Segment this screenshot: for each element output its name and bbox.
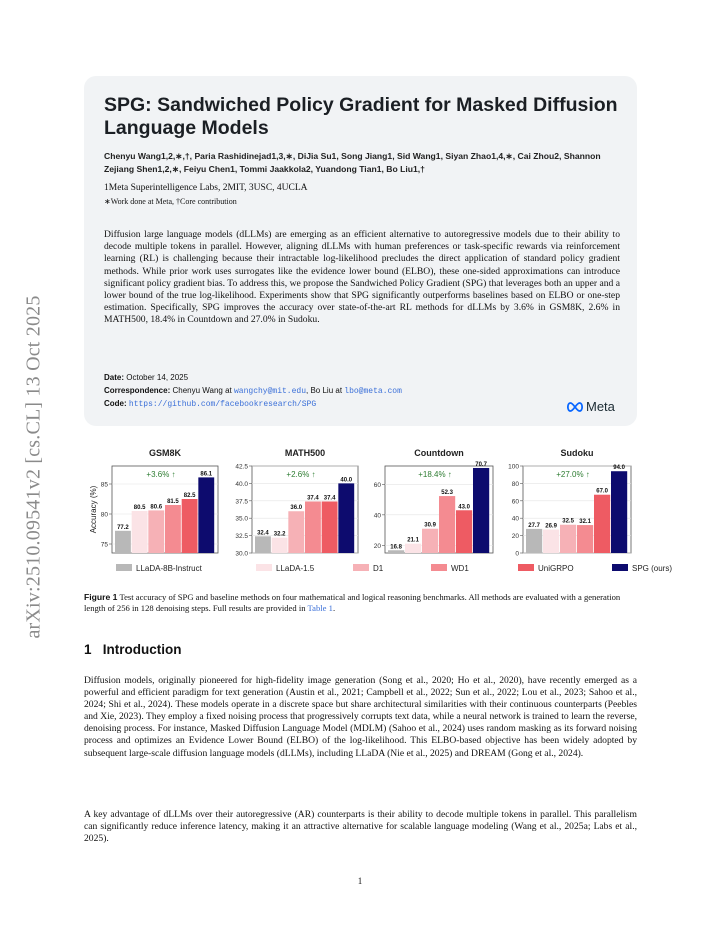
arxiv-id: arXiv:2510.09541v2 [cs.CL] 13 Oct 2025 [22,295,45,639]
section-title: Introduction [102,642,182,657]
correspondence-name: Chenyu Wang at [172,386,232,395]
countdown-ytick-label: 60 [373,481,381,489]
gsm8k-bar [115,531,131,553]
countdown-bar [388,550,404,553]
countdown-chart-title: Countdown [414,448,464,458]
math500-bar-label: 37.4 [307,495,319,502]
meta-logo [566,399,615,414]
countdown-ytick-label: 20 [373,542,381,550]
table-1-link[interactable]: Table 1 [307,603,333,613]
code-label: Code: [104,399,127,408]
countdown-bar [456,510,472,553]
math500-bar [272,538,288,553]
sudoku-bar-label: 32.1 [579,519,591,526]
gsm8k-bar [148,510,164,553]
sudoku-bar-label: 67.0 [596,488,608,495]
legend-label: LLaDA-1.5 [276,564,315,573]
math500-ytick-label: 40.0 [235,480,248,488]
countdown-improvement-annotation: +18.4% ↑ [418,470,452,479]
correspondence-mid: , Bo Liu at [306,386,343,395]
paper-title: SPG: Sandwiched Policy Gradient for Masked Diffusion Language Models [104,94,618,139]
legend-label: UniGRPO [538,564,574,573]
legend-swatch [518,564,534,571]
legend-label: WD1 [451,564,469,573]
sudoku-bar-label: 26.9 [545,523,557,530]
gsm8k-ytick-label: 75 [100,541,108,549]
legend-swatch [116,564,132,571]
gsm8k-ytick-label: 80 [100,511,108,519]
intro-paragraph-1: Diffusion models, originally pioneered for high-fidelity image generation (Song et al., 2020; Ho et al., 2020), have recently emerged as a powerful and efficient paradigm for text generation (Austin et al., 2021; Campbell et al., 2022; Sun et al., 2022; Lou et al., 2023; Sahoo et al., 2024; Shi et al., 2024). These models operate in a discrete space but share architectural similarities with their continuous counterparts (Peebles and Xie, 2023). They employ a fixed noising process that progressively corrupts text data, while a neural network is trained to learn the reverse, denoising process. For instance, Masked Diffusion Language Model (MDLM) (Sahoo et al., 2024) uses random masking as its forward noising process and optimizes an Evidence Lower Bound (ELBO) of the log-likelihood. This ELBO-based objective has been widely adopted by subsequent large-scale diffusion language models (dLLMs), including LLaDA (Nie et al., 2025) and DREAM (Gong et al., 2024). [84,675,637,759]
legend-label: D1 [373,564,384,573]
sudoku-ytick-label: 40 [511,515,519,523]
figure-1-chart [84,444,673,579]
legend-label: LLaDA-8B-Instruct [136,564,202,573]
sudoku-chart-title: Sudoku [560,448,594,458]
math500-bar-label: 32.2 [273,531,286,538]
math500-bar-label: 32.4 [257,530,269,537]
math500-ytick-label: 35.0 [235,515,248,523]
gsm8k-bar [165,505,181,553]
section-heading [84,642,182,657]
math500-chart-title: MATH500 [284,448,326,458]
date-value: October 14, 2025 [126,373,189,382]
math500-bar [288,511,304,553]
sudoku-improvement-annotation: +27.0% ↑ [556,470,590,479]
sudoku-ytick-label: 80 [511,480,519,488]
affiliation-note: ∗Work done at Meta, †Core contribution [104,197,237,206]
figure-label: Figure 1 [84,592,118,602]
sudoku-bar-label: 27.7 [528,522,540,529]
figure-caption [84,592,637,614]
sudoku-ytick-label: 60 [511,498,519,506]
math500-bar [322,501,338,553]
email-link-wang[interactable]: wangchy@mit.edu [234,387,307,396]
gsm8k-ytick-label: 85 [100,481,108,489]
meta-infinity-icon [566,402,584,412]
math500-bar [305,501,321,553]
legend-swatch [612,564,628,571]
abstract: Diffusion large language models (dLLMs) are emerging as an efficient alternative to autoregressive models due to their ability to decode multiple tokens in parallel. However, aligning dLLMs with human preferences or task-specific rewards via reinforcement learning (RL) is challenging because their intractable log-likelihood precludes the direct application of standard policy gradient methods. While prior work uses surrogates like the evidence lower bound (ELBO), these one-sided approximations can introduce significant policy gradient bias. To address this, we propose the Sandwiched Policy Gradient (SPG) that leverages both an upper and a lower bound of the true log-likelihood. Experiments show that SPG significantly outperforms baselines based on ELBO or one-step estimation. Specifically, SPG improves the accuracy over state-of-the-art RL methods for dLLMs by 3.6% in GSM8K, 2.6% in MATH500, 18.4% in Countdown and 27.0% in Sudoku. [104,229,620,326]
math500-bar-label: 37.4 [323,495,336,502]
countdown-bar [422,529,438,553]
sudoku-bar [611,471,627,553]
math500-ytick-label: 30.0 [235,550,248,558]
math500-bar [338,483,354,553]
gsm8k-bar-label: 80.5 [133,505,146,511]
countdown-bar-label: 52.3 [441,490,453,497]
countdown-ytick-label: 40 [373,512,381,520]
arxiv-sidebar-stamp [14,262,54,672]
affiliations: 1Meta Superintelligence Labs, 2MIT, 3USC, 4UCLA [104,183,308,193]
countdown-bar-label: 30.9 [424,522,436,529]
math500-bar-label: 36.0 [290,505,303,512]
math500-ytick-label: 42.5 [235,463,248,471]
date-label: Date: [104,373,125,382]
gsm8k-chart-title: GSM8K [148,448,182,458]
gsm8k-bar [198,477,214,553]
sudoku-bar [543,530,559,553]
gsm8k-bar-label: 86.1 [200,471,213,478]
gsm8k-bar [132,511,148,553]
sudoku-bar-label: 94.0 [613,465,625,472]
gsm8k-bar-label: 77.2 [117,524,129,531]
math500-ytick-label: 32.5 [235,533,248,541]
math500-improvement-annotation: +2.6% ↑ [286,470,316,479]
meta-logo-text: Meta [586,399,615,414]
legend-swatch [353,564,369,571]
email-link-liu[interactable]: lbo@meta.com [344,387,402,396]
legend-swatch [256,564,272,571]
math500-bar [255,536,271,553]
gsm8k-bar-label: 80.6 [150,504,163,511]
sudoku-bar [594,495,610,553]
sudoku-ytick-label: 0 [515,550,519,558]
gsm8k-bar-label: 82.5 [183,493,196,499]
author-list: Chenyu Wang1,2,∗,†, Paria Rashidinejad1,3,∗, DiJia Su1, Song Jiang1, Sid Wang1, Siyan Zhao1,4,∗, Cai Zhou2, Shannon Zejiang Shen1,2,∗, Feiyu Chen1, Tommi Jaakkola2, Yuandong Tian1, Bo Liu1,† [104,151,601,174]
countdown-bar [405,544,421,553]
math500-ytick-label: 37.5 [235,498,248,506]
countdown-bar-label: 21.1 [407,537,419,544]
y-axis-label: Accuracy (%) [89,485,98,534]
countdown-bar-label: 70.7 [475,461,487,468]
legend-swatch [431,564,447,571]
code-line [104,399,316,409]
legend-label: SPG (ours) [632,564,673,573]
page-number: 1 [357,876,363,886]
sudoku-ytick-label: 100 [508,463,519,471]
countdown-bar [473,468,489,553]
caption-end: . [332,603,336,613]
math500-bar-label: 40.0 [340,477,353,484]
sudoku-bar [526,529,542,553]
sudoku-bar [577,525,593,553]
section-number: 1 [84,642,92,657]
date-line [104,373,188,382]
correspondence-label: Correspondence: [104,386,171,395]
sudoku-bar-label: 32.5 [562,518,574,525]
countdown-bar-label: 43.0 [458,504,470,511]
countdown-bar-label: 16.8 [390,544,402,551]
sudoku-ytick-label: 20 [511,533,519,541]
correspondence-line [104,386,402,396]
gsm8k-improvement-annotation: +3.6% ↑ [146,470,176,479]
code-link[interactable]: https://github.com/facebookresearch/SPG [128,400,317,409]
gsm8k-bar-label: 81.5 [167,499,179,505]
figure-caption-text: Test accuracy of SPG and baseline methods on four mathematical and logical reasoning benchmarks. All methods are evaluated with a generation length of 256 in 128 denoising steps. Full results are provided in [84,592,621,613]
sudoku-bar [560,525,576,553]
countdown-bar [439,496,455,553]
gsm8k-bar [182,499,198,553]
intro-paragraph-2: A key advantage of dLLMs over their autoregressive (AR) counterparts is their ability to decode multiple tokens in parallel. This parallelism can significantly reduce inference latency, making it an attractive alternative for scalable language modeling (Wang et al., 2025a; Labs et al., 2025). [84,809,637,845]
